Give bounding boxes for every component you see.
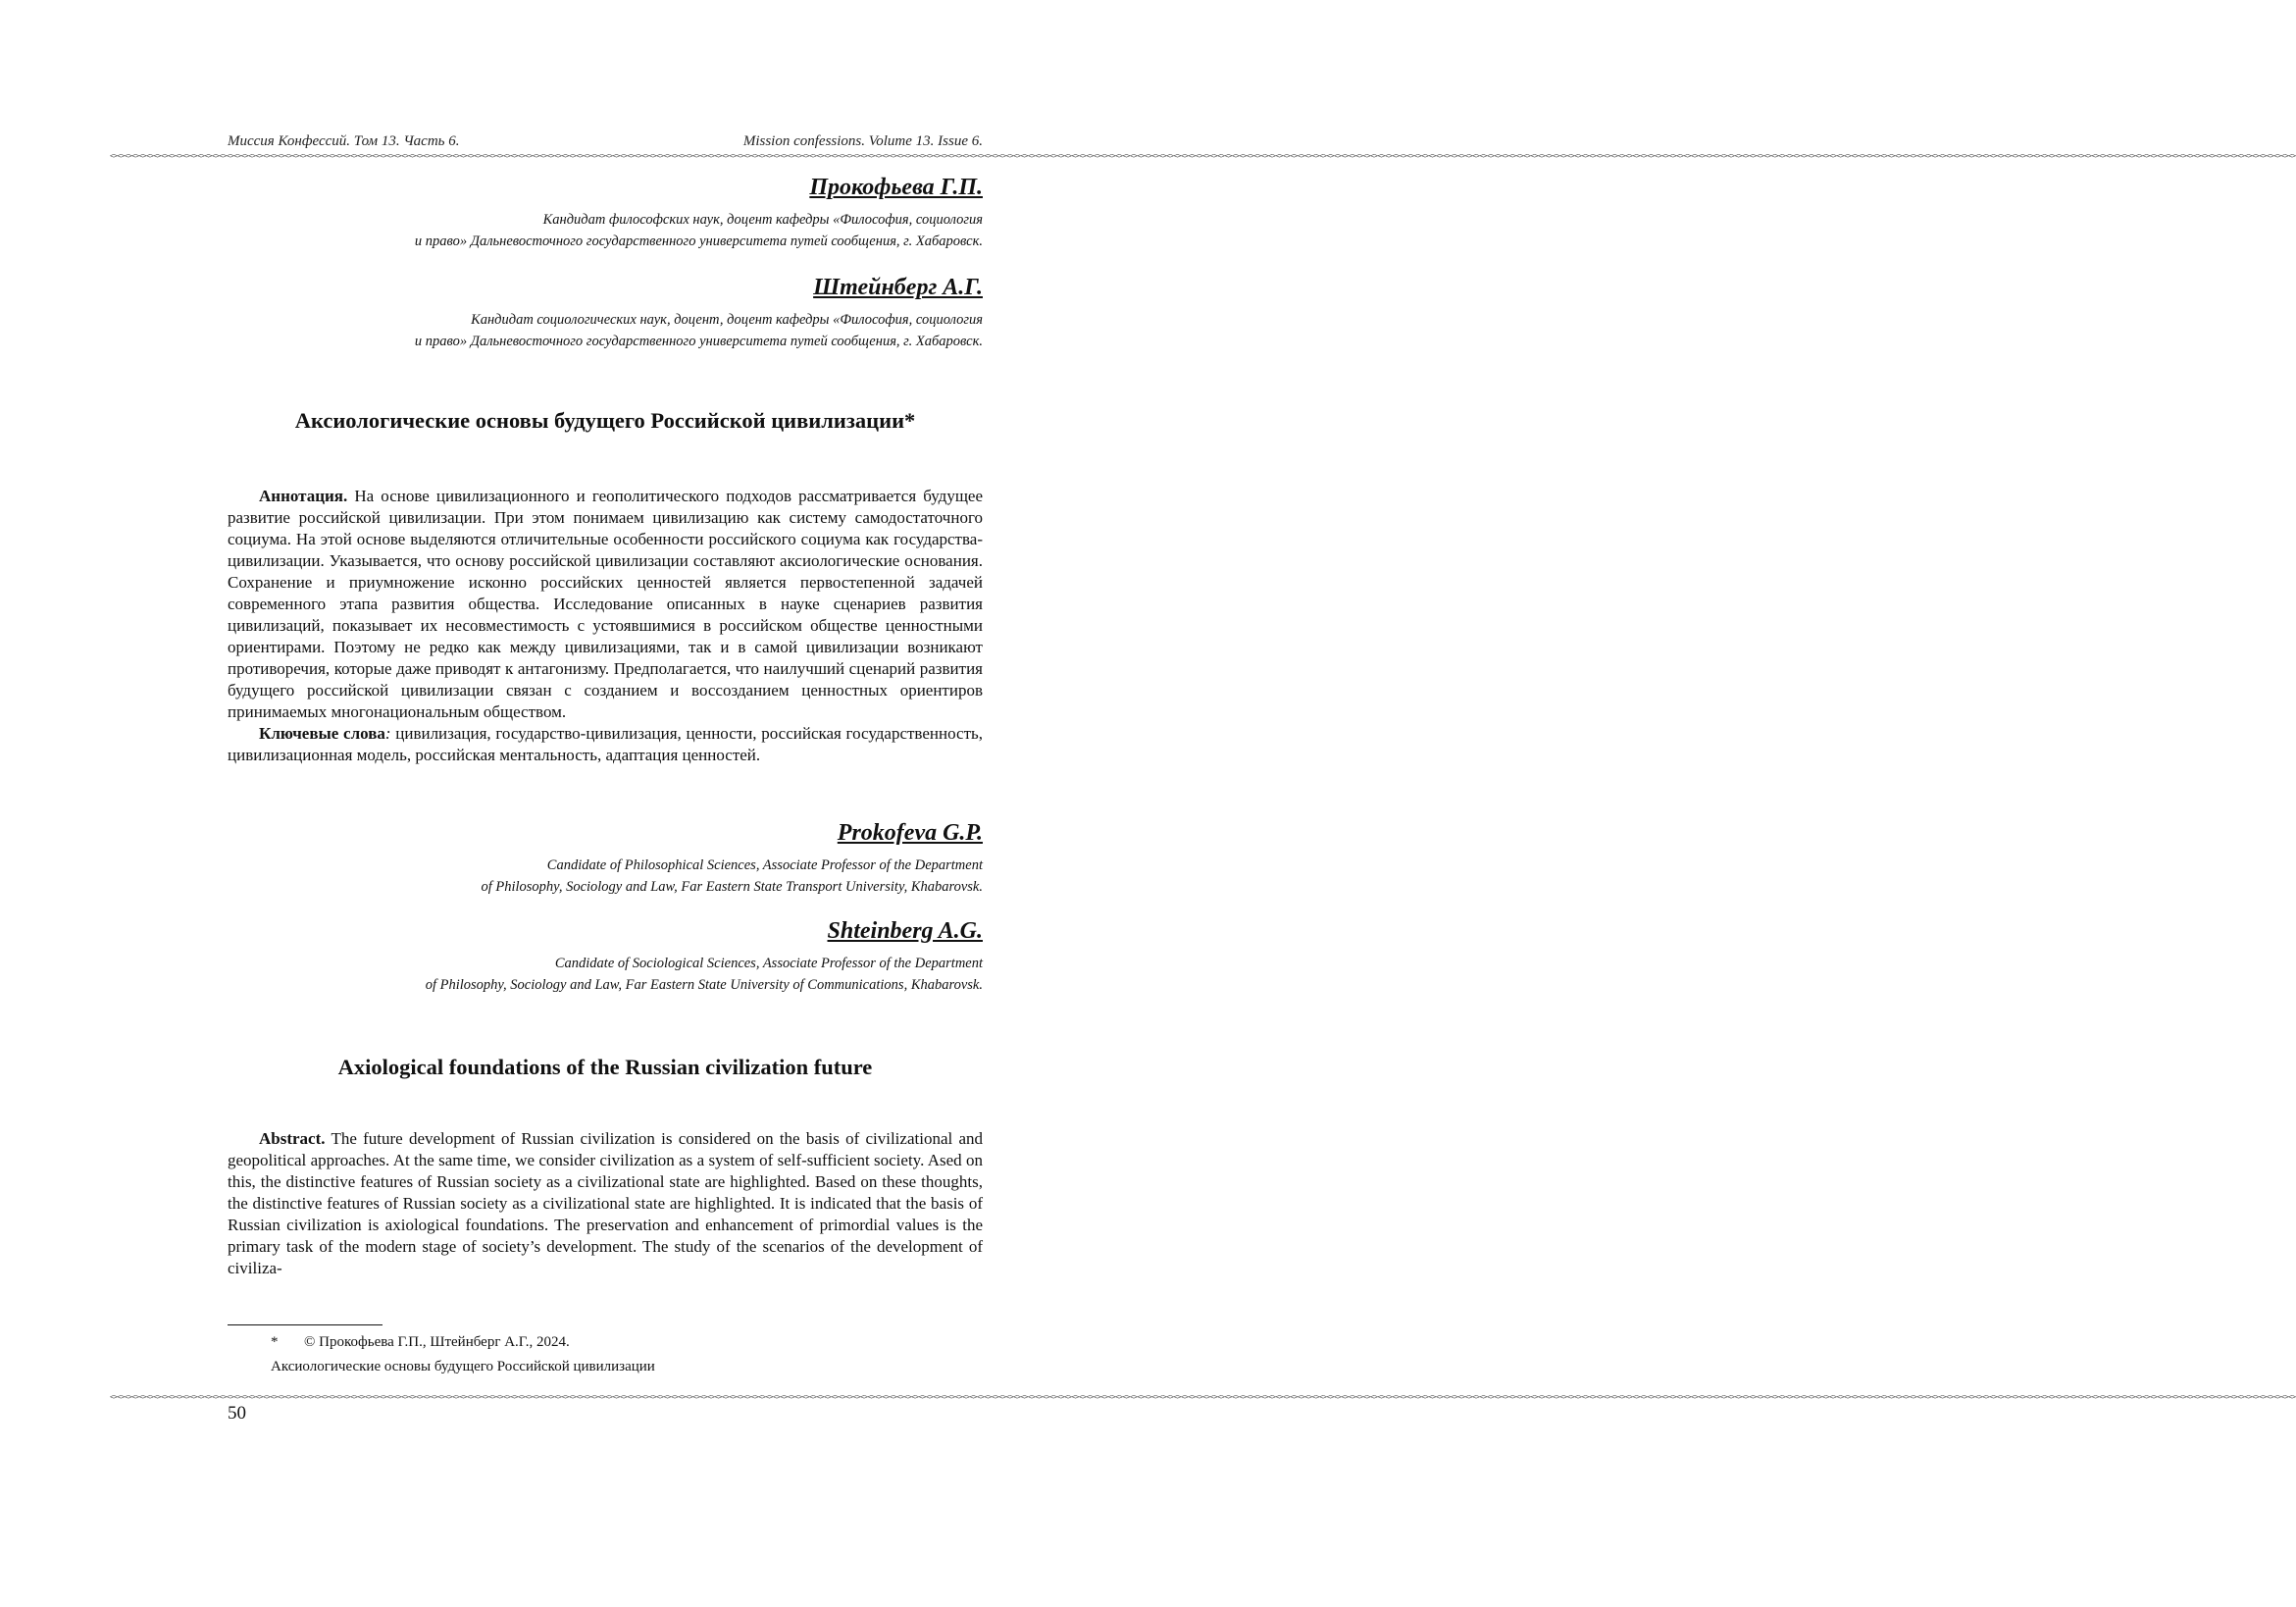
author-block-en-1 xyxy=(481,820,983,898)
abstract-text: The future development of Russian civilization is considered on the basis of civilizational and geopolitical approaches. At the same time, we consider civilization as a system of self-sufficient society. Ased on this, the distinctive features of Russian society as a civilizational state are highlighted. Based on these thoughts, the distinctive features of Russian society as a civilizational state are highlighted. It is indicated that the basis of Russian civilization is axiological foundations. The preservation and enhancement of primordial values is the primary task of the modern stage of society’s development. The study of the scenarios of the development of civiliza- xyxy=(228,1129,983,1277)
header-journal-en: Mission confessions. Volume 13. Issue 6. xyxy=(742,133,983,149)
author-name: Прокофьева Г.П. xyxy=(809,175,983,200)
footer-ornament-rule: <><><><><><><><><><><><><><><><><><><><><><><><><><><><><><><><><><><><><><><><><><><><><><><><><><><><><><><><><><><><><><><><><><><><><><><><><><><><><><><><><><><><><><><><><><><><><><><><><><><><><><><><><><><><><><><><><><><><><><><><><><><><><><><><><><><><><><><><><><><><><><><><><><><><><><><><><><><><><><><><><><><><><><><><><><><><><><><><><><><><><><><><><><><><><><><><><><><><><><><><><><><><><><><><><><><><><><><><><><><><><><><><><><><><><><><><><><><><><><><><><><><><><><><><><><><><><><><><><><><><><><><><><><><><><><><><><><><><><><><><><><><><><><><><><><><><><><><><><><><><> xyxy=(110,1393,2296,1401)
header-journal-ru: Миссия Конфессий. Том 13. Часть 6. xyxy=(228,133,460,149)
abstract-en xyxy=(228,1128,983,1279)
author-name: Штейнберг А.Г. xyxy=(813,275,983,300)
header-ornament-rule: <><><><><><><><><><><><><><><><><><><><><><><><><><><><><><><><><><><><><><><><><><><><><><><><><><><><><><><><><><><><><><><><><><><><><><><><><><><><><><><><><><><><><><><><><><><><><><><><><><><><><><><><><><><><><><><><><><><><><><><><><><><><><><><><><><><><><><><><><><><><><><><><><><><><><><><><><><><><><><><><><><><><><><><><><><><><><><><><><><><><><><><><><><><><><><><><><><><><><><><><><><><><><><><><><><><><><><><><><><><><><><><><><><><><><><><><><><><><><><><><><><><><><><><><><><><><><><><><><><><><><><><><><><><><><><><><><><><><><><><><><><><><><><><><><><><><><><><><><><><><> xyxy=(110,152,2296,160)
running-header xyxy=(228,133,983,150)
author-affiliation: Кандидат социологических наук, доцент, доцент кафедры «Философия, социология и право» Дальневосточного государственного университета путей сообщения, г. Хабаровск. xyxy=(414,312,983,349)
article-title-ru: Аксиологические основы будущего Российской цивилизации* xyxy=(294,408,916,433)
abstract-label: Abstract. xyxy=(259,1129,326,1148)
author-affiliation: Candidate of Philosophical Sciences, Associate Professor of the Department of Philosophy, Sociology and Law, Far Eastern State Transport University, Khabarovsk. xyxy=(481,857,983,895)
author-block-ru-1 xyxy=(415,175,983,252)
author-name: Shteinberg A.G. xyxy=(827,918,983,944)
footnote-copyright: © Прокофьева Г.П., Штейнберг А.Г., 2024. xyxy=(304,1334,570,1350)
keywords-label: Ключевые слова xyxy=(259,724,385,743)
abstract-ru: Аннотация. На основе цивилизационного и геополитического подходов рассматривается будущее развитие российской цивилизации. При этом понимаем цивилизацию как систему самодостаточного социума. На этой основе выделяются отличительные особенности российского социума как государства-цивилизации. Указывается, что основу российской цивилизации составляют аксиологические основания. Сохранение и приумножение исконно российских ценностей является первостепенной задачей современного этапа развития общества. Исследование описанных в науке сценариев развития цивилизаций, показывает их несовместимость с устоявшимися в российском обществе ценностными ориентирами. Поэтому не редко как между цивилизациями, так и в самой цивилизации возникают противоречия, которые даже приводят к антагонизму. Предполагается, что наилучший сценарий развития будущего российской цивилизации связан с созданием и воссозданием ценностных ориентиров принимаемых многонациональным обществом. Ключевые слова: цивилизация, государство-цивилизация, ценности, российская государственность, цивилизационная модель, российская ментальность, адаптация ценностей. xyxy=(228,487,984,764)
author-block-ru-2 xyxy=(415,275,983,352)
author-block-en-2 xyxy=(426,918,983,996)
author-affiliation: Кандидат философских наук, доцент кафедры «Философия, социология и право» Дальневосточного государственного университета путей сообщения, г. Хабаровск. xyxy=(414,212,983,249)
author-affiliation: Candidate of Sociological Sciences, Associate Professor of the Department of Philosophy, Sociology and Law, Far Eastern State University of Communications, Khabarovsk. xyxy=(425,956,983,993)
footnote xyxy=(228,1330,983,1379)
abstract-text: На основе цивилизационного и геополитического подходов рассматривается будущее развитие российской цивилизации. При этом понимаем цивилизацию как систему самодостаточного социума. На этой основе выделяются отличительные особенности российского социума как государства-цивилизации. Указывается, что основу российской цивилизации составляют аксиологические основания. Сохранение и приумножение исконно российских ценностей является первостепенной задачей современного этапа развития общества. Исследование описанных в науке сценариев развития цивилизаций, показывает их несовместимость с устоявшимися в российском обществе ценностными ориентирами. Поэтому не редко как между цивилизациями, так и в самой цивилизации возникают противоречия, которые даже приводят к антагонизму. Предполагается, что наилучший сценарий развития будущего российской цивилизации связан с созданием и воссозданием ценностных ориентиров принимаемых многонациональным обществом. xyxy=(228,487,983,721)
author-name: Prokofeva G.P. xyxy=(837,820,983,846)
keywords-text: цивилизация, государство-цивилизация, ценности, российская государственность, цивилизационная модель, российская ментальность, адаптация ценностей. xyxy=(228,724,984,764)
article-title-en: Axiological foundations of the Russian civilization future xyxy=(337,1055,873,1079)
footnote-title: Аксиологические основы будущего Российской цивилизации xyxy=(271,1359,655,1374)
footnote-mark: * xyxy=(271,1334,279,1350)
page-number: 50 xyxy=(228,1403,246,1424)
footnote-separator xyxy=(228,1324,383,1325)
abstract-label: Аннотация. xyxy=(259,487,348,505)
